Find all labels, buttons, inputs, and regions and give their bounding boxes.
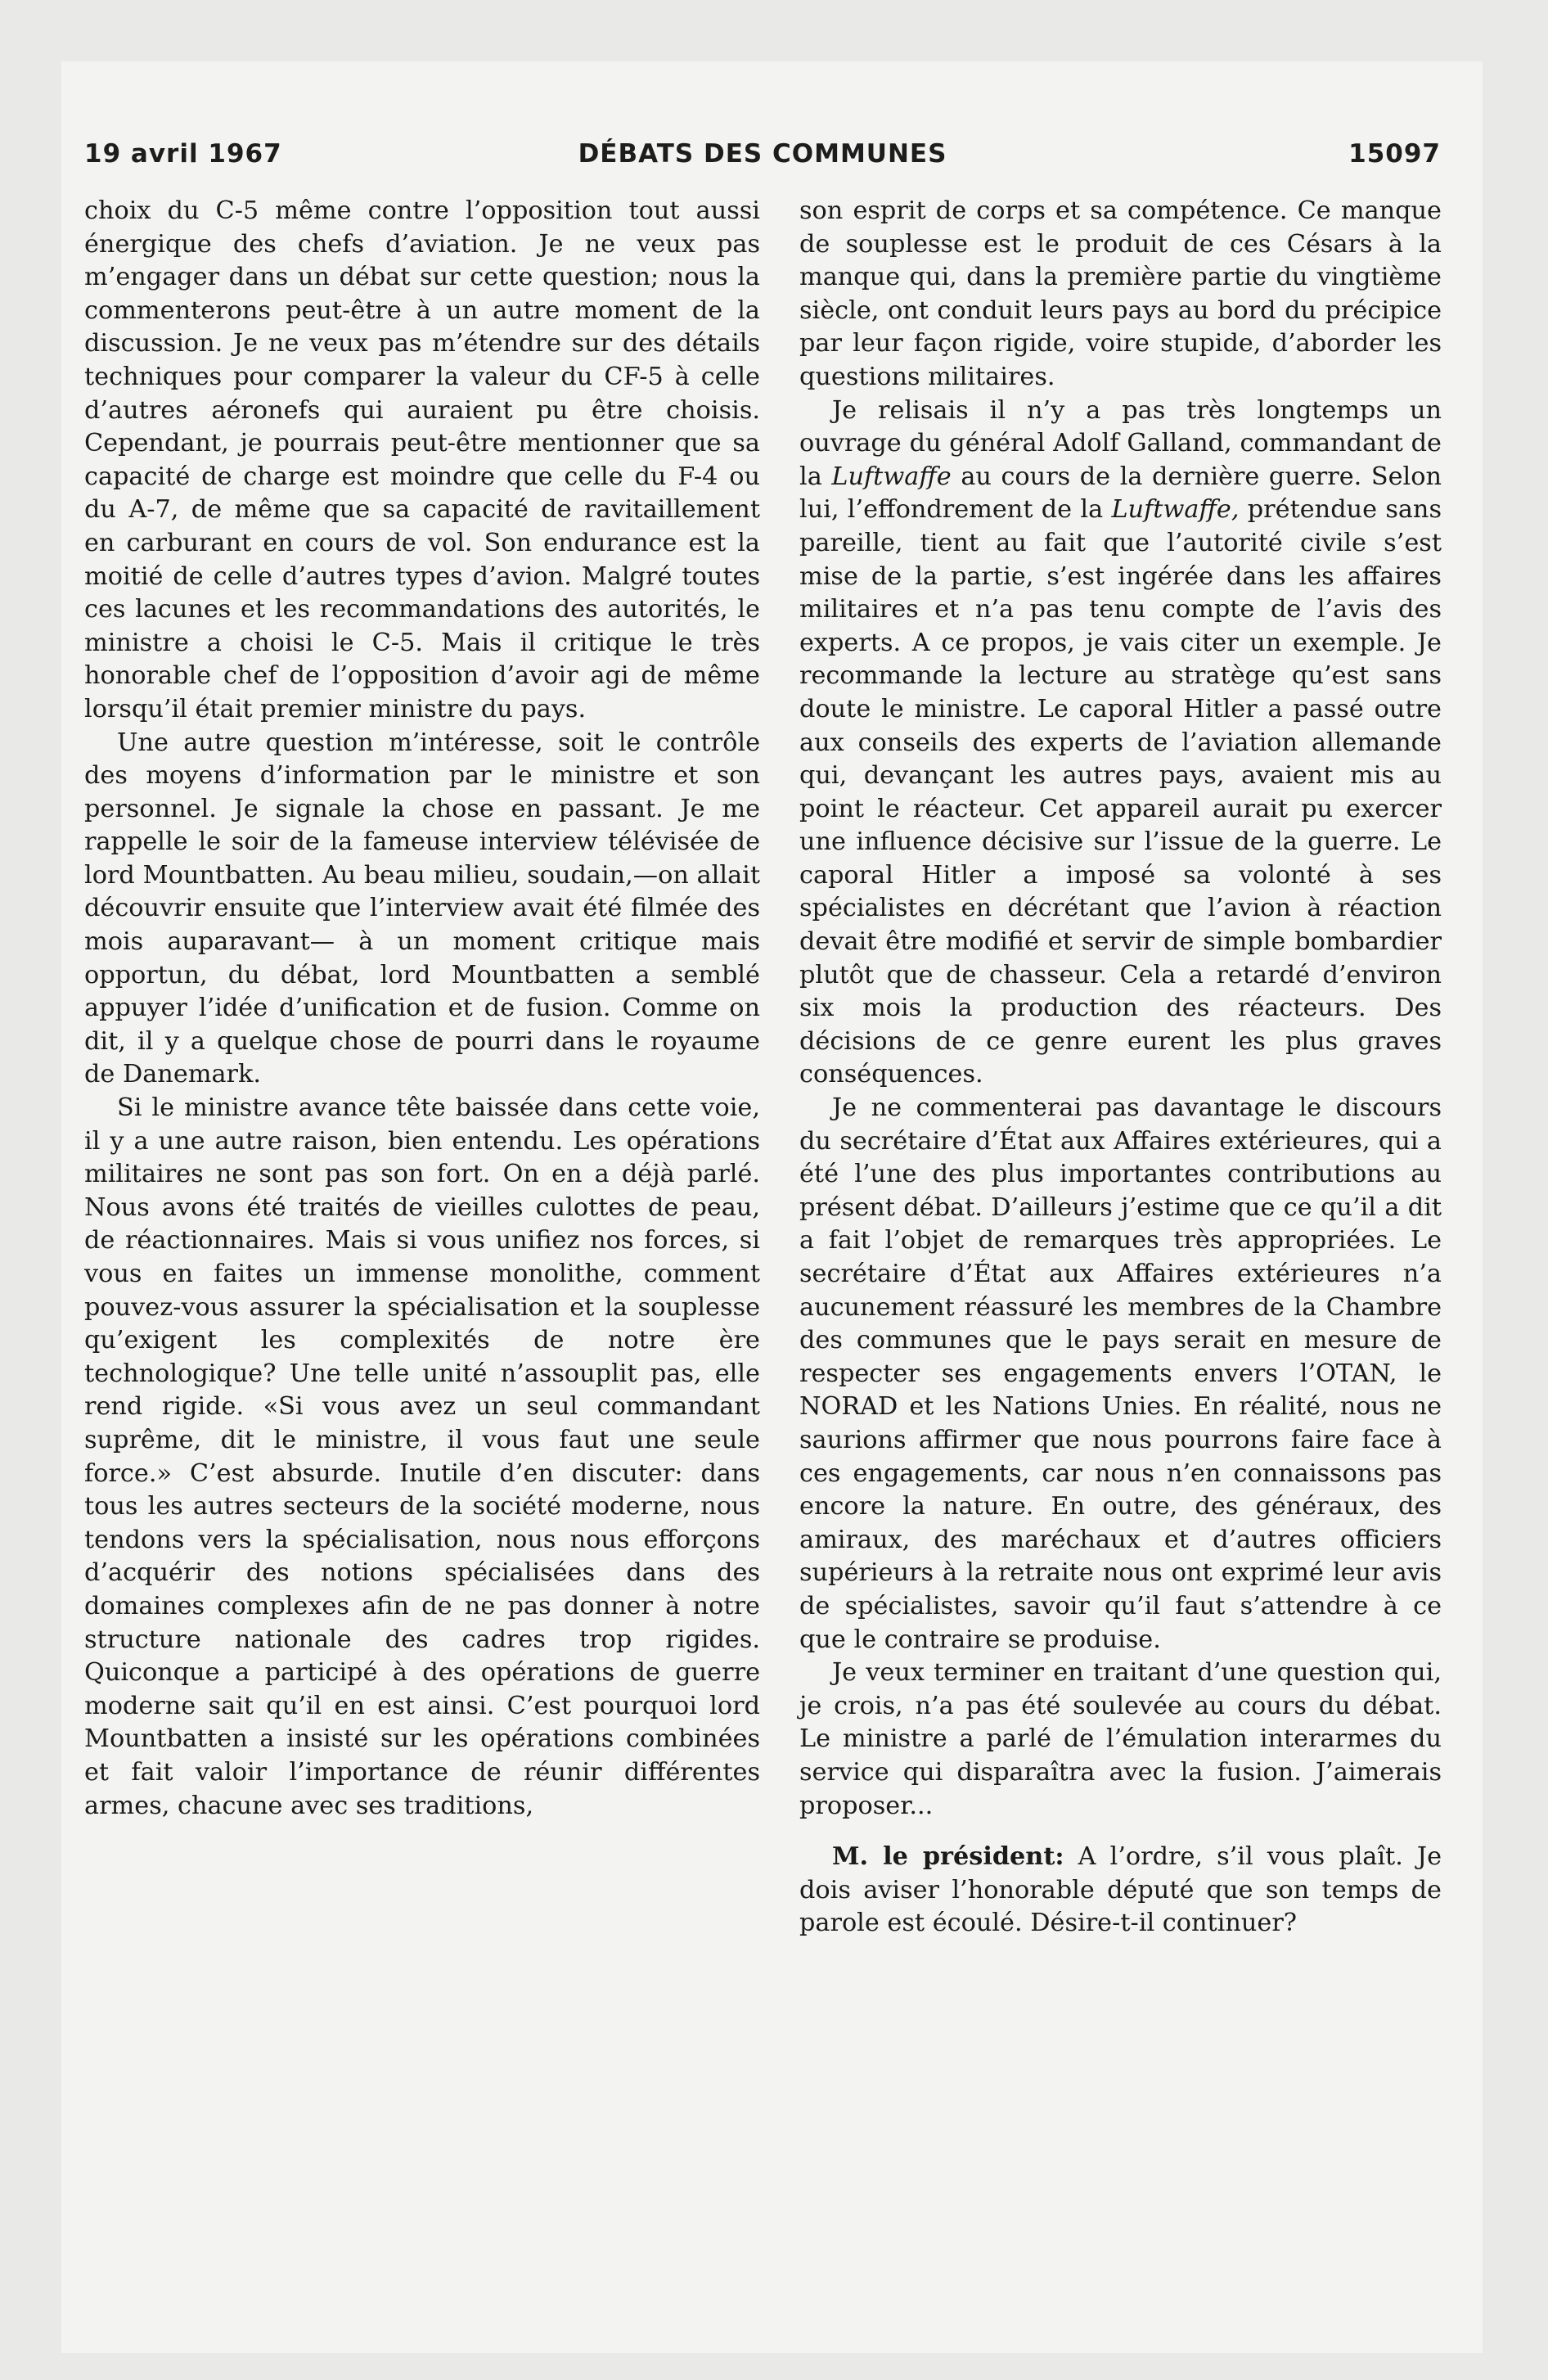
speaker-text: A l’ordre, s’il vous plaît. Je dois aviser l’honorable député que son temps de parole est écoulé. Désire-t-il continuer? xyxy=(799,1842,1442,1938)
right-paragraph-2-text-c: prétendue sans pareille, tient au fait que l’autorité civile s’est mise de la partie, s’est ingérée dans les affaires militaires et n’a pas tenu compte de l’avis des experts. A ce propos, je vais citer un exemple. Je recommande la lecture au stratège qu’est sans doute le ministre. Le caporal Hitler a passé outre aux conseils des experts de l’aviation allemande qui, devançant les autres pays, avaient mis au point le réacteur. Cet appareil aurait pu exercer une influence décisive sur l’issue de la guerre. Le caporal Hitler a imposé sa volonté à ses spécialistes en décrétant que l’avion à réaction devait être modifié et servir de simple bombardier plutôt que de chasseur. Cela a retardé d’environ six mois la production des réacteurs. Des décisions de ce genre eurent les plus graves conséquences. xyxy=(799,495,1442,1089)
luftwaffe-italic-1: Luftwaffe xyxy=(831,462,952,491)
right-column xyxy=(799,195,1442,1941)
right-paragraph-2-text-a: Je relisais il n’y a pas très longtemps un ouvrage du général Adolf Galland, commandant de la xyxy=(799,395,1442,491)
header-date: 19 avril 1967 xyxy=(84,139,282,169)
left-paragraph-1: choix du C-5 même contre l’opposition tout aussi énergique des chefs d’aviation. Je ne veux pas m’engager dans un débat sur cette question; nous la commenterons peut-être à un autre moment de la discussion. Je ne veux pas m’étendre sur des détails techniques pour comparer la valeur du CF-5 à celle d’autres aéronefs qui auraient pu être choisis. Cependant, je pourrais peut-être mentionner que sa capacité de charge est moindre que celle du F-4 ou du A-7, de même que sa capacité de ravitaillement en carburant en cours de vol. Son endurance est la moitié de celle d’autres types d’avion. Malgré toutes ces lacunes et les recommandations des autorités, le ministre a choisi le C-5. Mais il critique le très honorable chef de l’opposition d’avoir agi de même lorsqu’il était premier ministre du pays. xyxy=(84,196,760,723)
left-paragraph-3: Si le ministre avance tête baissée dans cette voie, il y a une autre raison, bien entendu. Les opérations militaires ne sont pas son fort. On en a déjà parlé. Nous avons été traités de vieilles culottes de peau, de réactionnaires. Mais si vous unifiez nos forces, si vous en faites un immense monolithe, comment pouvez-vous assurer la spécialisation et la souplesse qu’exigent les complexités de notre ère technologique? Une telle unité n’assouplit pas, elle rend rigide. «Si vous avez un seul commandant suprême, dit le ministre, il vous faut une seule force.» C’est absurde. Inutile d’en discuter: dans tous les autres secteurs de la société moderne, nous tendons vers la spécialisation, nous nous efforçons d’acquérir des notions spécialisées dans des domaines complexes afin de ne pas donner à notre structure nationale des cadres trop rigides. Quiconque a participé à des opérations de guerre moderne sait qu’il en est ainsi. C’est pourquoi lord Mountbatten a insisté sur les opérations combinées et fait valoir l’importance de réunir différentes armes, chacune avec ses traditions, xyxy=(84,1093,760,1820)
speaker-paragraph xyxy=(799,1841,1442,1941)
left-paragraph-2: Une autre question m’intéresse, soit le contrôle des moyens d’information par le ministre et son personnel. Je signale la chose en passant. Je me rappelle le soir de la fameuse interview télévisée de lord Mountbatten. Au beau milieu, soudain,—on allait découvrir ensuite que l’interview avait été filmée des mois auparavant— à un moment critique mais opportun, du débat, lord Mountbatten a semblé appuyer l’idée d’unification et de fusion. Comme on dit, il y a quelque chose de pourri dans le royaume de Danemark. xyxy=(84,728,760,1089)
right-paragraph-1: son esprit de corps et sa compétence. Ce manque de souplesse est le produit de ces Césars à la manque qui, dans la première partie du vingtième siècle, ont conduit leurs pays au bord du précipice par leur façon rigide, voire stupide, d’aborder les questions militaires. xyxy=(799,196,1442,391)
left-column xyxy=(84,195,760,1823)
header-title: DÉBATS DES COMMUNES xyxy=(578,139,947,169)
header-page-number: 15097 xyxy=(1348,139,1441,169)
speaker-name: M. le président: xyxy=(832,1842,1064,1872)
right-paragraph-3: Je ne commenterai pas davantage le discours du secrétaire d’État aux Affaires extérieures, qui a été l’une des plus importantes contributions au présent débat. D’ailleurs j’estime que ce qu’il a dit a fait l’objet de remarques très appropriées. Le secrétaire d’État aux Affaires extérieures n’a aucunement réassuré les membres de la Chambre des communes que le pays serait en mesure de respecter ses engagements envers l’OTAN, le NORAD et les Nations Unies. En réalité, nous ne saurions affirmer que nous pourrons faire face à ces engagements, car nous n’en connaissons pas encore la nature. En outre, des généraux, des amiraux, des maréchaux et d’autres officiers supérieurs à la retraite nous ont exprimé leur avis de spécialistes, savoir qu’il faut s’attendre à ce que le contraire se produise. xyxy=(799,1093,1442,1654)
luftwaffe-italic-2: Luftwaffe, xyxy=(1111,495,1240,525)
right-paragraph-4: Je veux terminer en traitant d’une question qui, je crois, n’a pas été soulevée au cours du débat. Le ministre a parlé de l’émulation interarmes du service qui disparaîtra avec la fusion. J’aimerais proposer... xyxy=(799,1658,1442,1820)
right-paragraph-2 xyxy=(799,394,1442,1092)
page-header xyxy=(84,139,1441,180)
right-paragraph-2-text-b: au cours de la dernière guerre. Selon lui, l’effondrement de la xyxy=(799,462,1442,525)
